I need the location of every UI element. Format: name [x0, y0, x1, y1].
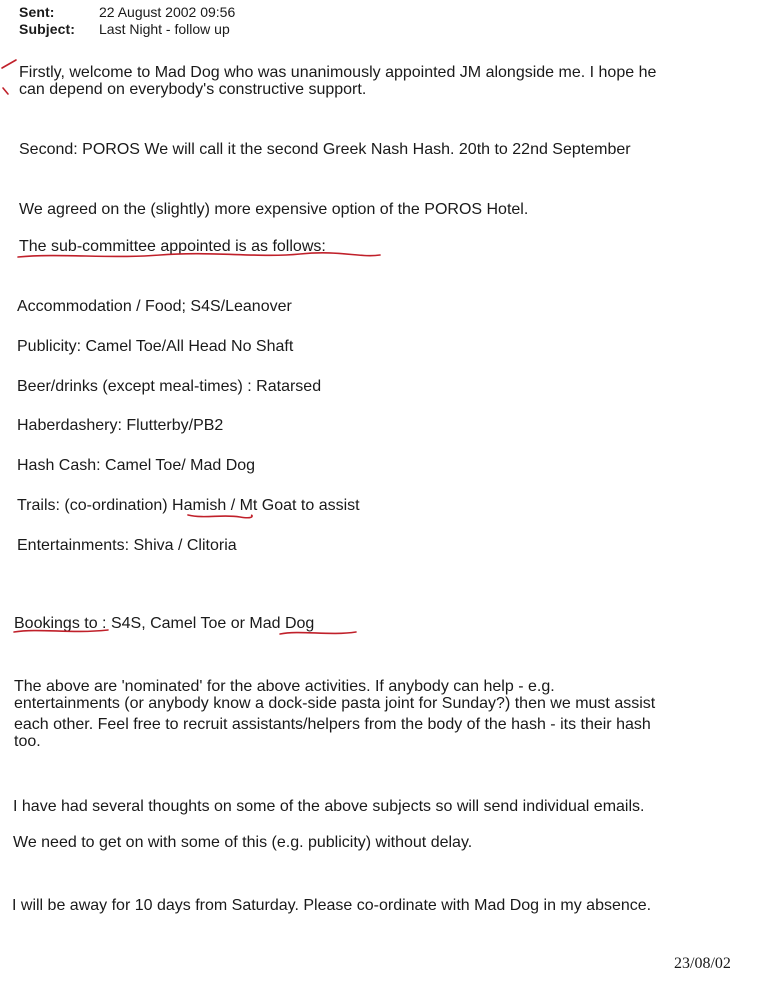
bookings-line: Bookings to : S4S, Camel Toe or Mad Dog: [14, 615, 315, 632]
para-poros: Second: POROS We will call it the second Greek Nash Hash. 20th to 22nd September: [19, 141, 631, 158]
role-accommodation: Accommodation / Food; S4S/Leanover: [17, 298, 292, 315]
para-hotel: We agreed on the (slightly) more expensive option of the POROS Hotel.: [19, 201, 529, 218]
para-away: I will be away for 10 days from Saturday. Please co-ordinate with Mad Dog in my absence.: [12, 897, 652, 914]
role-hash-cash: Hash Cash: Camel Toe/ Mad Dog: [17, 457, 256, 474]
sent-label: Sent:: [19, 4, 55, 20]
role-entertainments: Entertainments: Shiva / Clitoria: [17, 537, 237, 554]
para-welcome-line1: Firstly, welcome to Mad Dog who was unanimously appointed JM alongside me. I hope he: [19, 64, 657, 81]
role-publicity: Publicity: Camel Toe/All Head No Shaft: [17, 338, 294, 355]
role-haberdashery: Haberdashery: Flutterby/PB2: [17, 417, 224, 434]
para-delay: We need to get on with some of this (e.g. publicity) without delay.: [13, 834, 473, 851]
para-nominated-line3: each other. Feel free to recruit assistants/helpers from the body of the hash - its their hash: [14, 716, 651, 733]
para-nominated-line1: The above are 'nominated' for the above activities. If anybody can help - e.g.: [14, 678, 555, 695]
role-beer: Beer/drinks (except meal-times) : Ratarsed: [17, 378, 322, 395]
sent-value: 22 August 2002 09:56: [99, 4, 236, 20]
margin-tick-mark-lower: [3, 88, 8, 94]
role-trails: Trails: (co-ordination) Hamish / Mt Goat to assist: [17, 497, 360, 514]
margin-tick-mark: [2, 60, 16, 68]
para-nominated-line4: too.: [14, 733, 41, 750]
footer-date: 23/08/02: [674, 955, 731, 972]
subcommittee-heading: The sub-committee appointed is as follows:: [19, 238, 326, 255]
hamish-underline: [188, 515, 252, 518]
para-welcome-line2: can depend on everybody's constructive support.: [19, 81, 367, 98]
para-nominated-line2: entertainments (or anybody know a dock-side pasta joint for Sunday?) then we must assist: [14, 695, 656, 712]
para-thoughts: I have had several thoughts on some of the above subjects so will send individual emails.: [13, 798, 645, 815]
subject-label: Subject:: [19, 21, 76, 37]
subject-value: Last Night - follow up: [99, 21, 230, 37]
